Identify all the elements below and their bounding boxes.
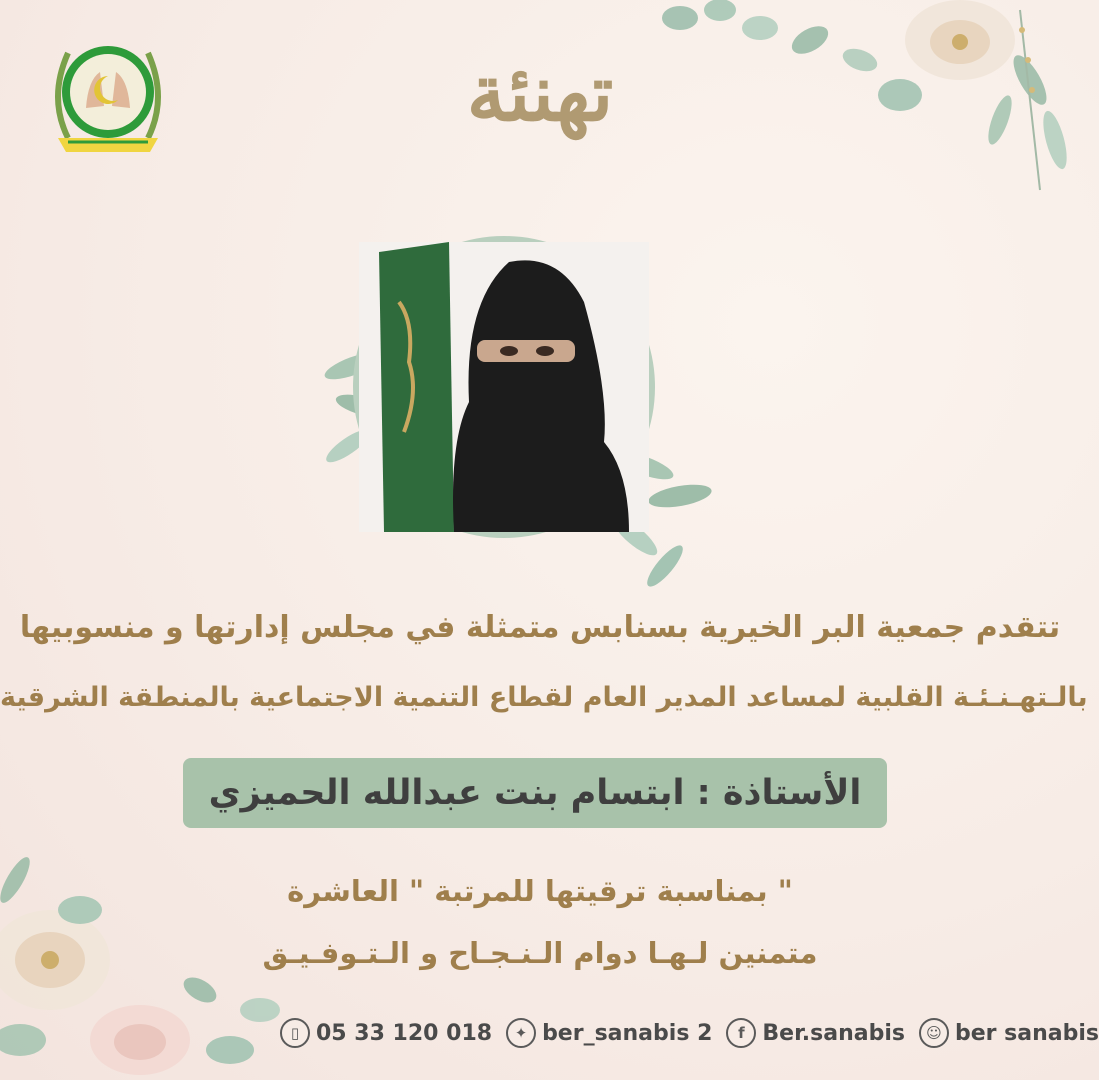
- message-line-1: تتقدم جمعية البر الخيرية بسنابس متمثلة في مجلس إدارتها و منسوبيها: [19, 610, 1061, 645]
- contact-facebook[interactable]: [726, 1018, 905, 1048]
- phone-icon: ▯: [280, 1018, 310, 1048]
- contact-twitter-text: ber_sanabis 2: [542, 1020, 713, 1046]
- message-line-occasion: بمناسبة ترقيتها للمرتبة " العاشرة ": [287, 874, 793, 908]
- message-line-wishes: متمنين لـهـا دوام الـنـجـاح و الـتـوفـيـق: [262, 936, 818, 970]
- contact-bar: [280, 1014, 1099, 1052]
- contact-twitter[interactable]: [506, 1018, 712, 1048]
- contact-facebook-text: Ber.sanabis: [762, 1020, 905, 1046]
- twitter-icon: ✦: [506, 1018, 536, 1048]
- contact-snapchat[interactable]: [919, 1018, 1099, 1048]
- portrait: [353, 236, 655, 538]
- message-line-2: بالـتهـنـئـة القلبية لمساعد المدير العام لقطاع التنمية الاجتماعية بالمنطقة الشرقية: [0, 682, 1088, 713]
- snapchat-icon: ☺: [919, 1018, 949, 1048]
- contact-phone[interactable]: [280, 1018, 492, 1048]
- portrait-frame: [353, 236, 655, 538]
- contact-phone-text: 05 33 120 018: [316, 1020, 493, 1046]
- honoree-name: الأستاذة : ابتسام بنت عبدالله الحميزي: [208, 773, 862, 813]
- name-banner: [183, 758, 887, 828]
- contact-snapchat-text: ber sanabis: [954, 1020, 1099, 1046]
- page-title: تهنئة: [466, 48, 614, 139]
- portrait-image: [359, 242, 649, 532]
- facebook-icon: f: [726, 1018, 756, 1048]
